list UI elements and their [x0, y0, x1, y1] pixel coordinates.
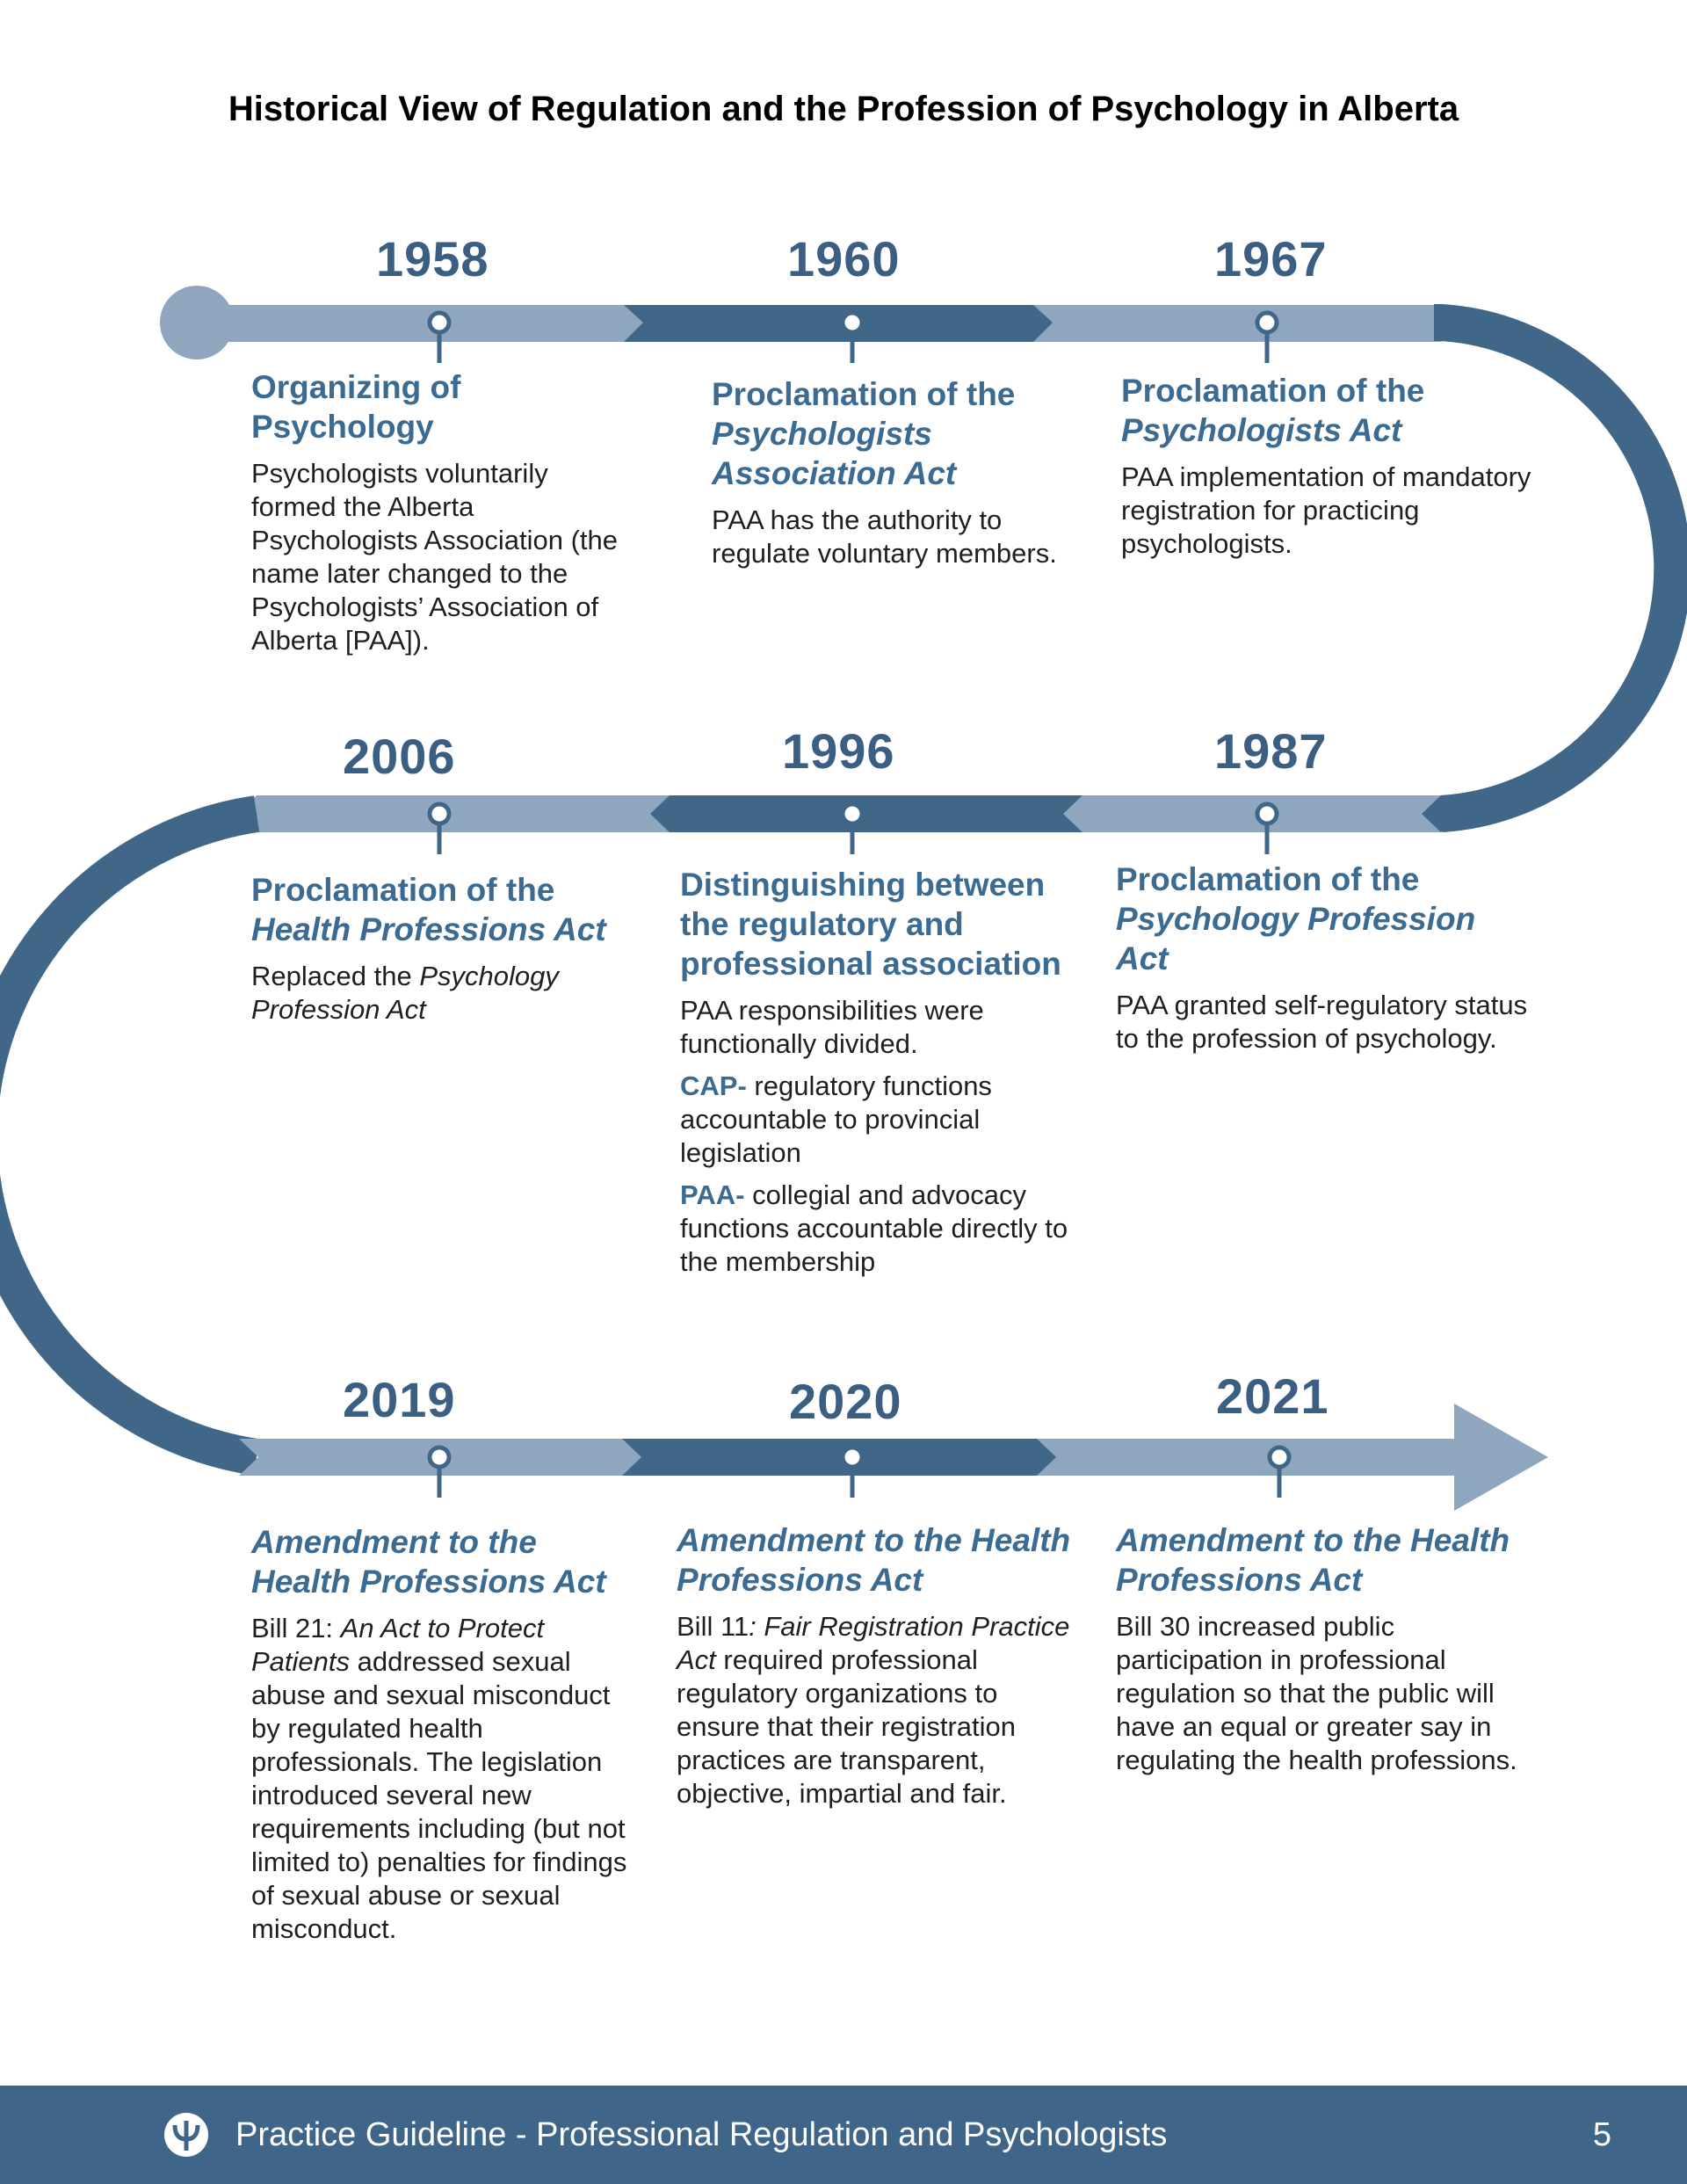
year-label: 2006 — [343, 729, 456, 784]
event-description: PAA- collegial and advocacy functions accountable directly to the membership — [680, 1179, 1068, 1277]
timeline-event-1958 — [251, 367, 638, 657]
event-title: Proclamation of the Psychologists Association Act — [712, 376, 1016, 491]
event-description: PAA implementation of mandatory registration for practicing psychologists. — [1121, 461, 1531, 559]
event-description: CAP- regulatory functions accountable to provincial legislation — [680, 1070, 992, 1168]
timeline-event-2006 — [251, 870, 620, 1027]
event-description: PAA granted self-regulatory status to the profession of psychology. — [1116, 990, 1528, 1054]
event-title: Proclamation of the Psychologists Act — [1121, 373, 1425, 448]
event-title: Proclamation of the Psychology Profession Act — [1116, 861, 1476, 976]
year-label: 1958 — [376, 231, 489, 287]
timeline-event-1987 — [1116, 860, 1529, 1056]
timeline-event-1967 — [1121, 371, 1534, 561]
event-title: Proclamation of the Health Professions Act — [251, 872, 606, 947]
timeline-band-light — [237, 795, 670, 832]
event-description: Bill 11: Fair Registration Practice Act required professional regulatory organizations to ensure that their registration practices are transparent, objective, impartial and fair. — [677, 1611, 1070, 1809]
event-title: Organizing of Psychology — [251, 369, 461, 445]
year-label: 2020 — [789, 1374, 902, 1429]
event-title: Amendment to the Health Professions Act — [251, 1524, 606, 1600]
timeline-band-dark — [624, 305, 1056, 342]
year-label: 1987 — [1214, 723, 1328, 779]
page-title: Historical View of Regulation and the Profession of Psychology in Alberta — [228, 90, 1459, 128]
year-label: 1960 — [787, 231, 901, 287]
timeline-event-1996 — [680, 865, 1084, 1279]
event-description: PAA has the authority to regulate voluntary members. — [712, 504, 1057, 569]
psi-logo-icon — [163, 2112, 209, 2158]
event-description: Bill 21: An Act to Protect Patients addressed sexual abuse and sexual misconduct by regulated health professionals. The legislation introduced several new requirements including (but not limited to) penalties for findings of sexual abuse or sexual misconduct. — [251, 1613, 627, 1944]
event-description: Psychologists voluntarily formed the Alberta Psychologists Association (the name later changed to the Psychologists’ Association of Alberta [PAA]). — [251, 458, 618, 656]
timeline-curve-left — [0, 814, 257, 1457]
event-title: Amendment to the Health Professions Act — [1116, 1522, 1510, 1598]
event-description: Replaced the Psychology Profession Act — [251, 961, 559, 1025]
year-label: 2019 — [343, 1372, 456, 1427]
footer — [0, 2086, 1687, 2184]
page-number: 5 — [1592, 2116, 1611, 2153]
event-description: PAA responsibilities were functionally divided. — [680, 995, 984, 1059]
event-title: Distinguishing between the regulatory and professional association — [680, 867, 1061, 982]
timeline-event-1960 — [712, 374, 1063, 570]
timeline-band-light — [1033, 305, 1459, 342]
timeline-event-2020 — [677, 1520, 1072, 1810]
event-title: Amendment to the Health Professions Act — [677, 1522, 1071, 1598]
event-description: Bill 30 increased public participation in professional regulation so that the public will have an equal or greater say in regulating the health professions. — [1116, 1611, 1517, 1775]
timeline-band-light — [1054, 795, 1441, 832]
timeline-event-2019 — [251, 1522, 629, 1946]
year-label: 1967 — [1214, 231, 1328, 287]
timeline-band-light — [197, 305, 650, 342]
footer-text: Practice Guideline - Professional Regulation and Psychologists — [235, 2116, 1168, 2153]
year-label: 1996 — [782, 723, 895, 779]
timeline-event-2021 — [1116, 1520, 1520, 1777]
year-label: 2021 — [1216, 1368, 1329, 1424]
